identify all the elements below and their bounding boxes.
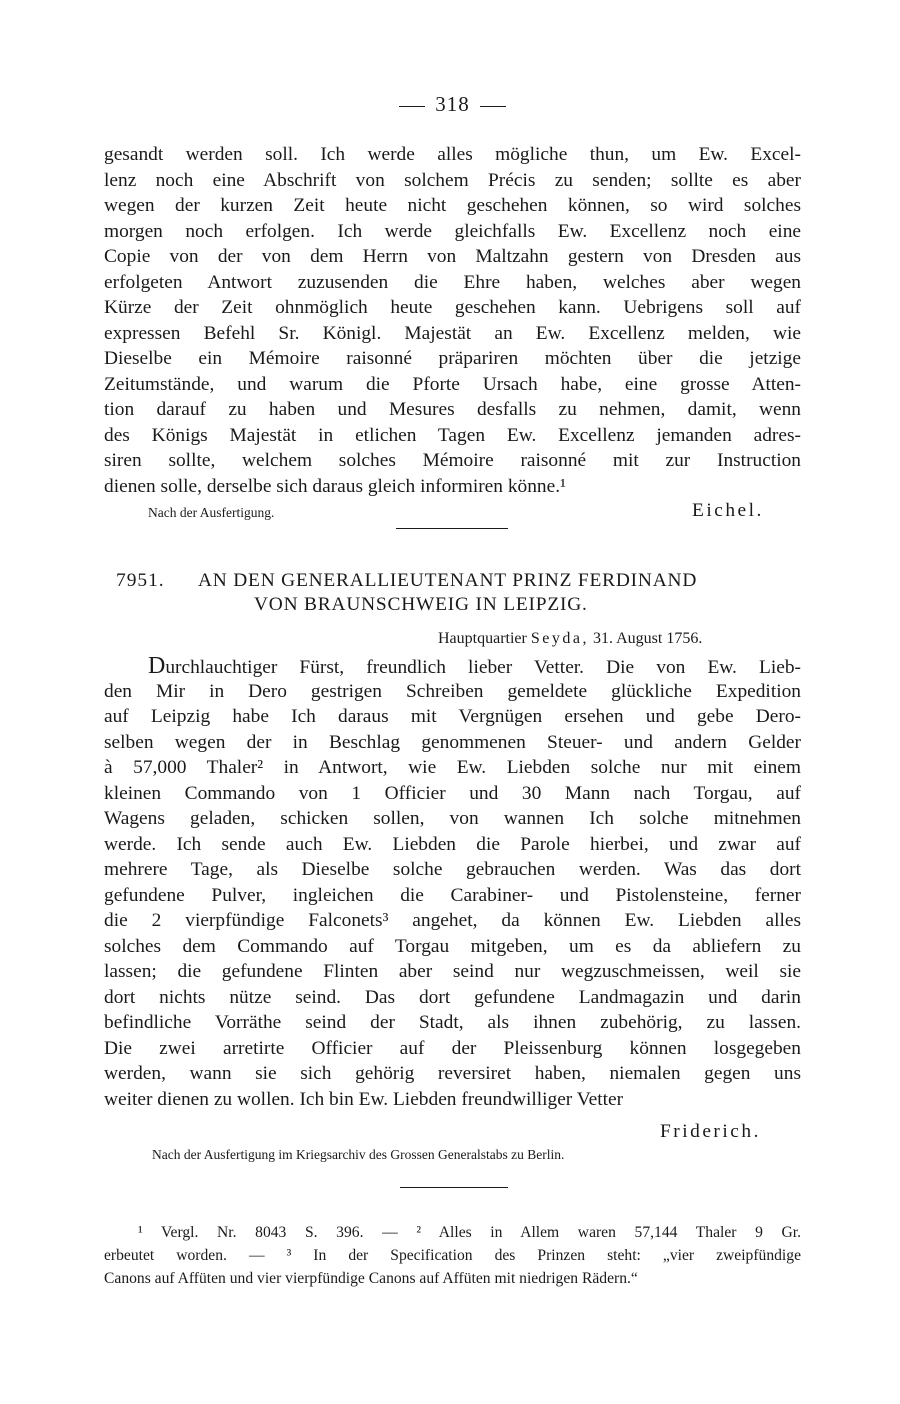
letter-line: solches dem Commando auf Torgau mitgeben, um es da abliefern zu — [104, 935, 801, 957]
page-number-dash-left — [399, 106, 425, 107]
continuation-line: expressen Befehl Sr. Königl. Majestät an Ew. Excellenz melden, wie — [104, 322, 801, 344]
footnote-line: Canons auf Affüten und vier vierpfündige Canons auf Affüten mit niedrigen Rädern.“ — [104, 1270, 638, 1287]
dateline-prefix: Hauptquartier — [438, 630, 527, 647]
document-heading-continued: VON BRAUNSCHWEIG IN LEIPZIG. — [254, 594, 588, 615]
dateline-place: Seyda, — [530, 630, 589, 647]
continuation-line: gesandt werden soll. Ich werde alles mögliche thun, um Ew. Excel- — [104, 144, 801, 165]
continuation-line: tion darauf zu haben und Mesures desfalls zu nehmen, damit, wenn — [104, 399, 801, 420]
archive-source-note: Nach der Ausfertigung im Kriegsarchiv des Grossen Generalstabs zu Berlin. — [152, 1147, 565, 1162]
letter-line: befindliche Vorräthe seind der Stadt, als ihnen zubehörig, zu lassen. — [104, 1012, 801, 1033]
letter-line: selben wegen der in Beschlag genommenen Steuer- und andern Gelder — [104, 731, 801, 753]
letter-line: mehrere Tage, als Dieselbe solche gebrauchen werden. Was das dort — [104, 859, 801, 880]
footnote-line: ¹ Vergl. Nr. 8043 S. 396. — ² Alles in Allem waren 57,144 Thaler 9 Gr. — [138, 1224, 801, 1241]
initial-letter: D — [148, 653, 166, 679]
page-number-text: 318 — [435, 92, 470, 116]
continuation-line: Copie von der von dem Herrn von Maltzahn gestern von Dresden aus — [104, 246, 801, 267]
continuation-line: Kürze der Zeit ohnmöglich heute geschehen kann. Uebrigens soll auf — [104, 297, 801, 318]
signature: Eichel. — [692, 500, 764, 521]
letter-line: Die zwei arretirte Officier auf der Pleissenburg können losgegeben — [104, 1037, 801, 1059]
continuation-line: lenz noch eine Abschrift von solchem Précis zu senden; sollte es aber — [104, 169, 801, 191]
footnote-divider — [400, 1187, 508, 1188]
page-number — [104, 92, 801, 117]
letter-line: weiter dienen zu wollen. Ich bin Ew. Liebden freundwilliger Vetter — [104, 1088, 624, 1110]
continuation-line: morgen noch erfolgen. Ich werde gleichfalls Ew. Excellenz noch eine — [104, 220, 801, 242]
letter-line: werde. Ich sende auch Ew. Liebden die Parole hierbei, und zwar auf — [104, 833, 801, 855]
letter-line: werden, wann sie sich gehörig reversiret haben, niemalen gegen uns — [104, 1063, 801, 1084]
letter-line: kleinen Commando von 1 Officier und 30 Mann nach Torgau, auf — [104, 782, 801, 804]
footnote-line: erbeutet worden. — ³ In der Specification des Prinzen steht: „vier zweipfündige — [104, 1247, 801, 1264]
document-heading: AN DEN GENERALLIEUTENANT PRINZ FERDINAND — [198, 570, 698, 591]
letter-line: auf Leipzig habe Ich daraus mit Vergnügen ersehen und gebe Dero- — [104, 706, 801, 727]
letter-line: à 57,000 Thaler² in Antwort, wie Ew. Liebden solche nur mit einem — [104, 757, 801, 778]
letter-line: lassen; die gefundene Flinten aber seind nur wegzuschmeissen, weil sie — [104, 961, 801, 982]
letter-line: die 2 vierpfündige Falconets³ angehet, da können Ew. Liebden alles — [104, 910, 801, 931]
continuation-line: wegen der kurzen Zeit heute nicht geschehen können, so wird solches — [104, 195, 801, 216]
page-number-dash-right — [480, 106, 506, 107]
continuation-line: Zeitumstände, und warum die Pforte Ursach habe, eine grosse Atten- — [104, 373, 801, 395]
continuation-line: siren sollte, welchem solches Mémoire raisonné mit zur Instruction — [104, 450, 801, 471]
letter-line: gefundene Pulver, ingleichen die Carabiner- und Pistolensteine, ferner — [104, 884, 801, 906]
document-number: 7951. — [116, 570, 165, 591]
letter-line: Wagens geladen, schicken sollen, von wannen Ich solche mitnehmen — [104, 808, 801, 829]
letter-line: den Mir in Dero gestrigen Schreiben gemeldete glückliche Expedition — [104, 680, 801, 702]
letter-line-text: urchlauchtiger Fürst, freundlich lieber Vetter. Die von Ew. Lieb- — [165, 657, 801, 678]
continuation-line: dienen solle, derselbe sich daraus gleich informiren könne.¹ — [104, 475, 566, 497]
dateline — [438, 628, 702, 650]
letter-line: dort nichts nütze seind. Das dort gefundene Landmagazin und darin — [104, 986, 801, 1008]
continuation-line: erfolgeten Antwort zuzusenden die Ehre haben, welches aber wegen — [104, 271, 801, 293]
signature: Friderich. — [660, 1121, 761, 1142]
dateline-date: 31. August 1756. — [592, 630, 703, 647]
continuation-line: des Königs Majestät in etlichen Tagen Ew. Excellenz jemanden adres- — [104, 424, 801, 446]
continuation-line: Dieselbe ein Mémoire raisonné präpariren möchten über die jetzige — [104, 348, 801, 369]
letter-line — [104, 653, 801, 679]
source-note: Nach der Ausfertigung. — [148, 505, 275, 520]
section-divider — [396, 528, 508, 529]
